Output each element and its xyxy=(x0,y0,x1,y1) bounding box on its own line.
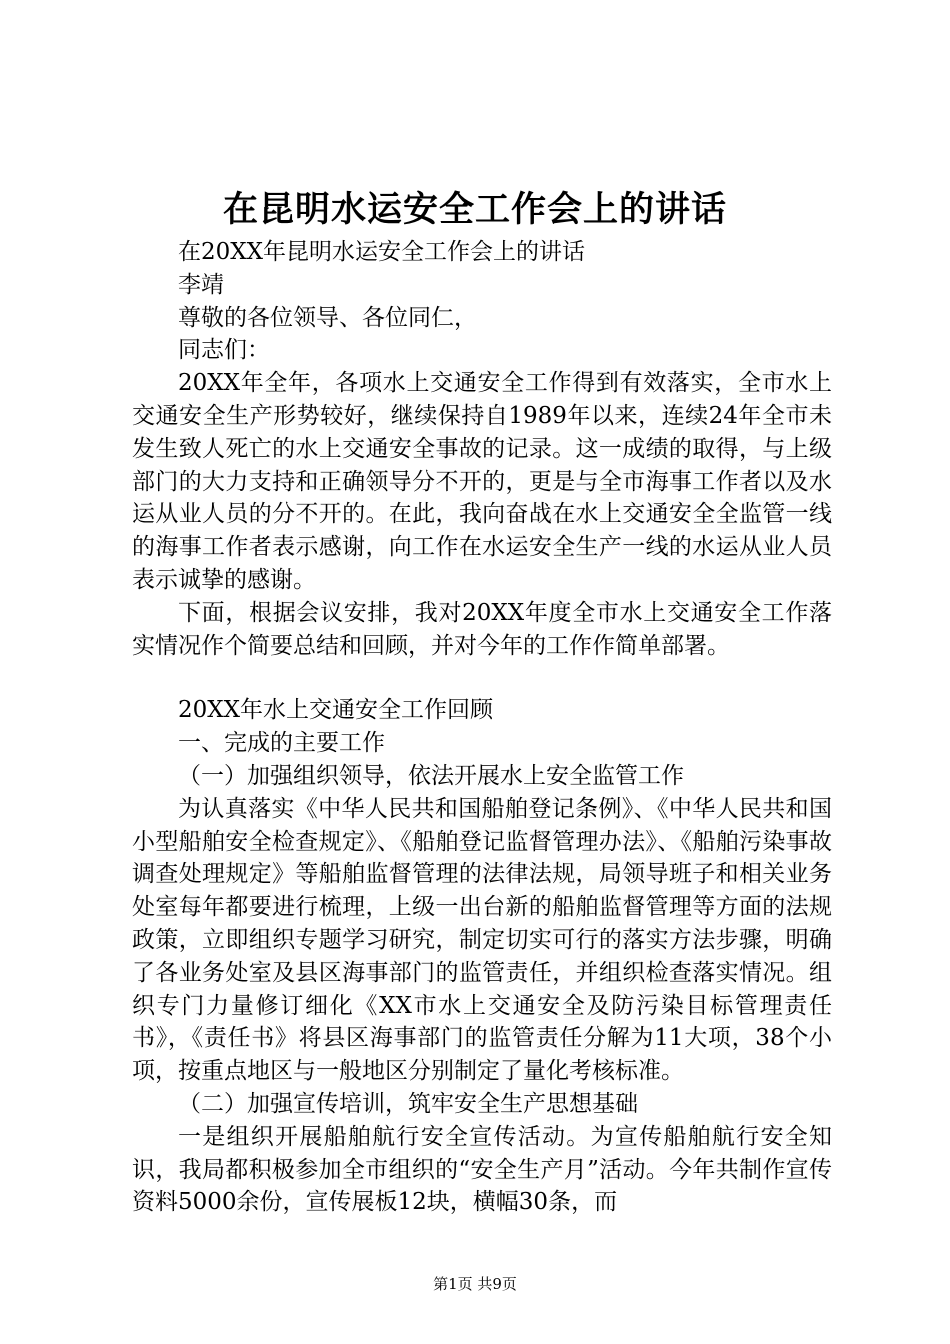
subsection-heading-2: （二）加强宣传培训，筑牢安全生产思想基础 xyxy=(178,1090,638,1117)
salutation-comrades: 同志们： xyxy=(178,337,270,364)
paragraph-agenda: 下面，根据会议安排，我对20XX年度全市水上交通安全工作落实情况作个简要总结和回顾，并对今年的工作作简单部署。 xyxy=(132,599,832,659)
salutation: 尊敬的各位领导、各位同仁， xyxy=(178,304,477,331)
document-body xyxy=(132,236,832,1219)
section-heading-review: 20XX年水上交通安全工作回顾 xyxy=(178,697,494,724)
section-heading-main-work: 一、完成的主要工作 xyxy=(178,730,385,757)
page-number: 第1页 共9页 xyxy=(433,1275,517,1293)
paragraph-achievements: 20XX年全年，各项水上交通安全工作得到有效落实，全市水上交通安全生产形势较好，继续保持自1989年以来，连续24年全市未发生致人死亡的水上交通安全事故的记录。这一成绩的取得，与上级部门的大力支持和正确领导分不开的，更是与全市海事工作者以及水运从业人员的分不开的。在此，我向奋战在水上交通安全全监管一线的海事工作者表示感谢，向工作在水运安全生产一线的水运从业人员表示诚挚的感谢。 xyxy=(132,370,832,593)
speaker-name: 李靖 xyxy=(178,271,224,298)
paragraph-regulations: 为认真落实《中华人民共和国船舶登记条例》、《中华人民共和国小型船舶安全检查规定》、《船舶登记监督管理办法》、《船舶污染事故调查处理规定》等船舶监督管理的法律法规，局领导班子和相关业务处室每年都要进行梳理，上级一出台新的船舶监督管理等方面的法规政策，立即组织专题学习研究，制定切实可行的落实方法步骤，明确了各业务处室及县区海事部门的监管责任，并组织检查落实情况。组织专门力量修订细化《XX市水上交通安全及防污染目标管理责任书》，《责任书》将县区海事部门的监管责任分解为11大项，38个小项，按重点地区与一般地区分别制定了量化考核标准。 xyxy=(132,795,832,1085)
paragraph-publicity: 一是组织开展船舶航行安全宣传活动。为宣传船舶航行安全知识，我局都积极参加全市组织的“安全生产月”活动。今年共制作宣传资料5000余份，宣传展板12块，横幅30条，而 xyxy=(132,1123,832,1216)
speech-heading: 在20XX年昆明水运安全工作会上的讲话 xyxy=(178,239,586,265)
document-title: 在昆明水运安全工作会上的讲话 xyxy=(222,189,727,230)
subsection-heading-1: （一）加强组织领导，依法开展水上安全监管工作 xyxy=(178,762,684,789)
